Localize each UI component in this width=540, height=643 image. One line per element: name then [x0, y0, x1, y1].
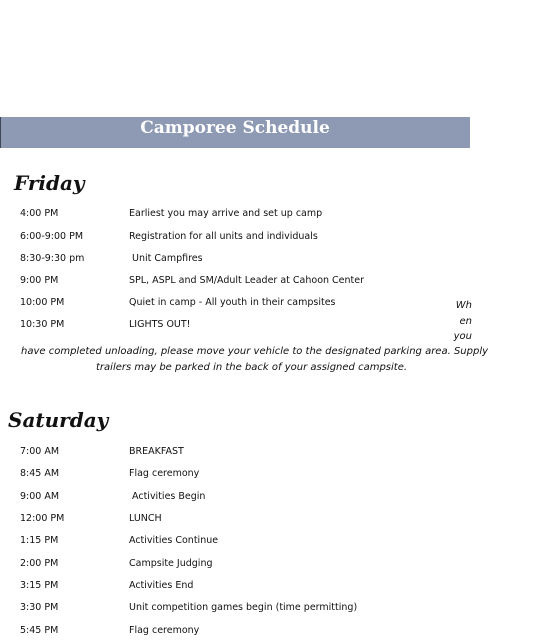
note-fragment: Wh	[455, 300, 472, 311]
schedule-description: Activities Continue	[129, 535, 219, 546]
schedule-row	[0, 230, 470, 244]
note-fragment: en	[459, 316, 472, 327]
saturday-heading: Saturday	[8, 408, 109, 432]
schedule-time: 3:15 PM	[20, 580, 59, 591]
schedule-description: LIGHTS OUT!	[129, 319, 191, 330]
schedule-time: 9:00 AM	[20, 491, 60, 502]
schedule-row	[0, 318, 470, 332]
schedule-time: 1:15 PM	[20, 535, 59, 546]
schedule-description: SPL, ASPL and SM/Adult Leader at Cahoon Center	[129, 275, 365, 286]
schedule-description: Activities End	[129, 580, 194, 591]
schedule-row	[0, 207, 470, 221]
schedule-row	[0, 274, 470, 288]
schedule-row	[0, 512, 470, 526]
note-fragment: you	[453, 331, 472, 342]
schedule-row	[0, 490, 470, 504]
friday-heading: Friday	[14, 171, 85, 195]
note-text: trailers may be parked in the back of your assigned campsite.	[96, 362, 408, 373]
schedule-row	[0, 534, 470, 548]
schedule-row	[0, 601, 470, 615]
schedule-time: 6:00-9:00 PM	[20, 231, 84, 242]
schedule-row	[0, 557, 470, 571]
schedule-description: Quiet in camp - All youth in their campsites	[129, 297, 336, 308]
schedule-time: 3:30 PM	[20, 602, 59, 613]
schedule-description: Activities Begin	[129, 491, 206, 502]
schedule-row	[0, 296, 470, 310]
note-text: have completed unloading, please move your vehicle to the designated parking area. Supply	[21, 346, 489, 357]
schedule-time: 12:00 PM	[20, 513, 65, 524]
schedule-time: 5:45 PM	[20, 625, 59, 636]
schedule-time: 2:00 PM	[20, 558, 59, 569]
schedule-description: Campsite Judging	[129, 558, 213, 569]
schedule-description: Flag ceremony	[129, 625, 200, 636]
schedule-time: 7:00 AM	[20, 446, 60, 457]
schedule-description: BREAKFAST	[129, 446, 184, 457]
page-title: Camporee Schedule	[140, 118, 330, 138]
schedule-row	[0, 445, 470, 459]
schedule-description: Earliest you may arrive and set up camp	[129, 208, 323, 219]
schedule-time: 10:30 PM	[20, 319, 65, 330]
schedule-row	[0, 467, 470, 481]
schedule-row	[0, 252, 470, 266]
schedule-description: Unit Campfires	[129, 253, 203, 264]
schedule-time: 8:30-9:30 pm	[20, 253, 85, 264]
schedule-description: Unit competition games begin (time permitting)	[129, 602, 358, 613]
schedule-time: 9:00 PM	[20, 275, 59, 286]
schedule-row	[0, 579, 470, 593]
schedule-description: Flag ceremony	[129, 468, 200, 479]
schedule-time: 8:45 AM	[20, 468, 60, 479]
schedule-time: 10:00 PM	[20, 297, 65, 308]
schedule-row	[0, 624, 470, 638]
schedule-description: LUNCH	[129, 513, 162, 524]
schedule-description: Registration for all units and individuals	[129, 231, 318, 242]
schedule-time: 4:00 PM	[20, 208, 59, 219]
